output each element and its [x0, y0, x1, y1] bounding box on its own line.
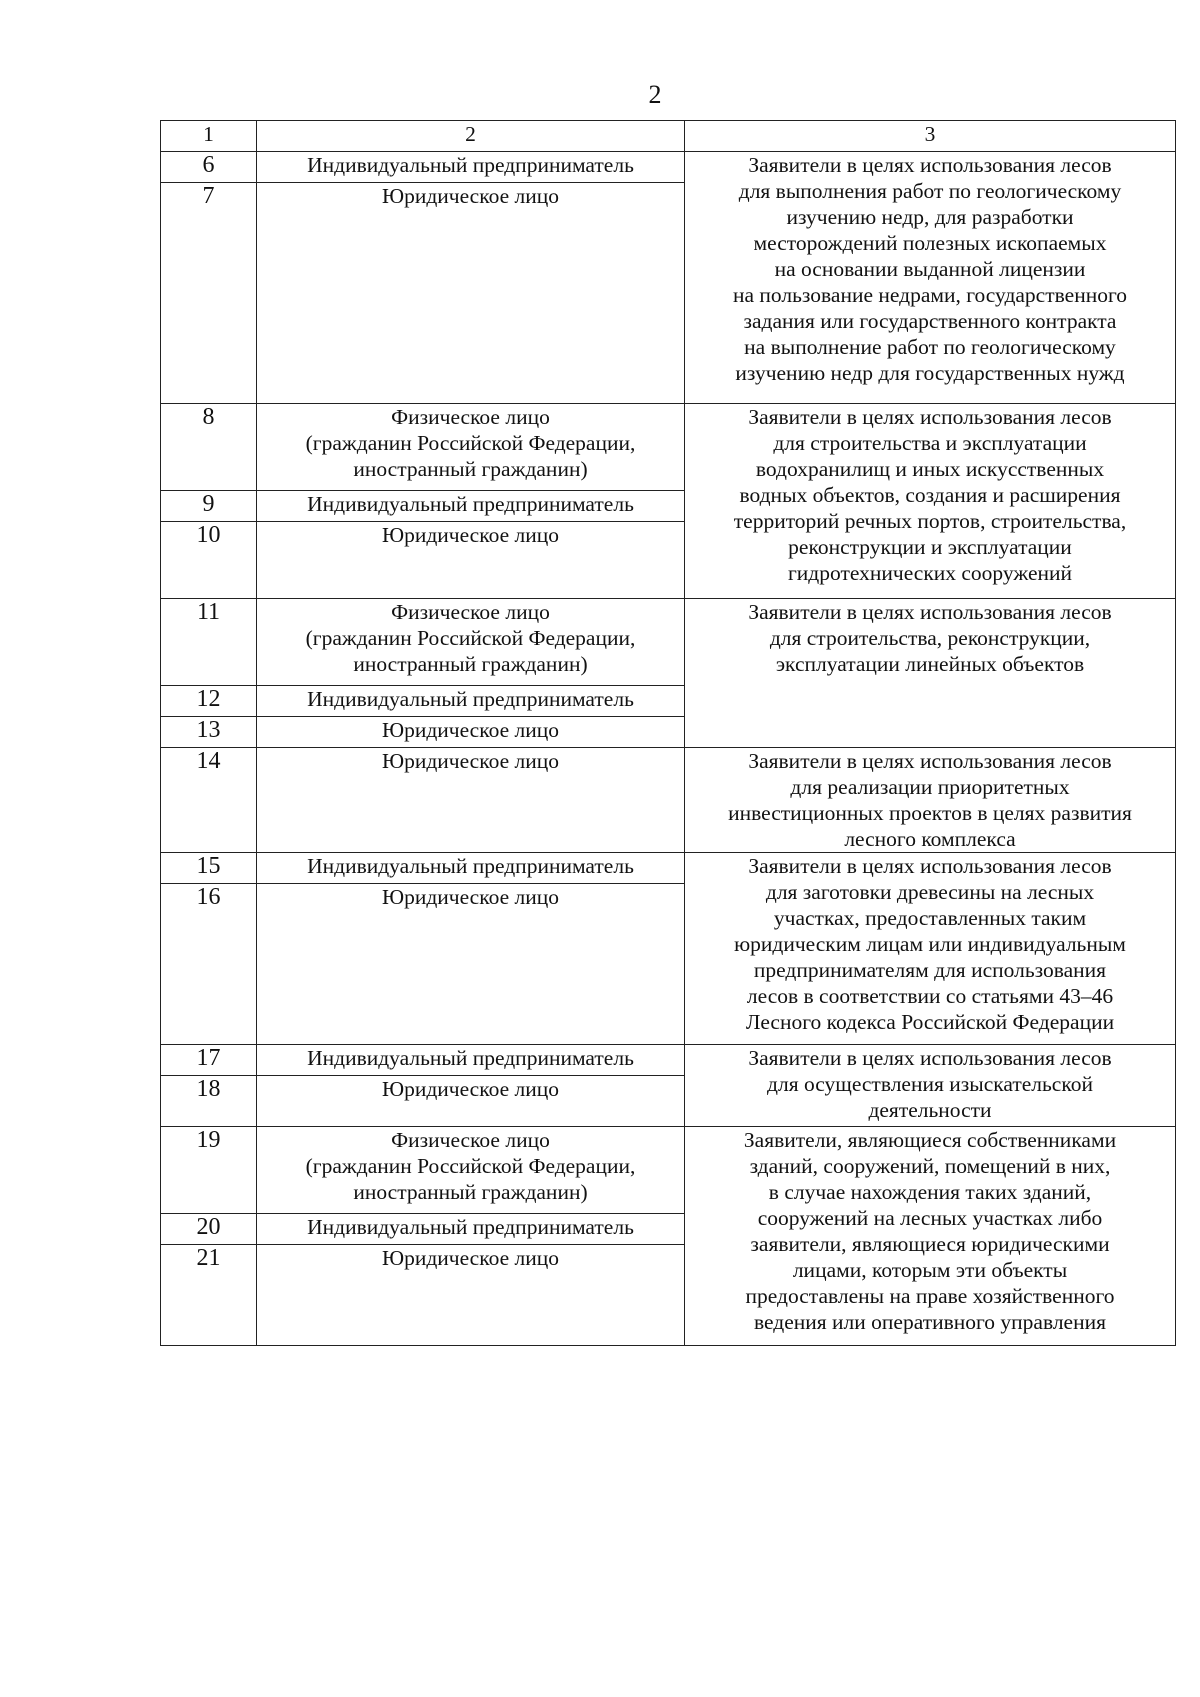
row-number: 8 [161, 404, 257, 491]
row-number: 21 [161, 1245, 257, 1346]
row-number: 15 [161, 853, 257, 884]
purpose-description: Заявители в целях использования лесов для заготовки древесины на лесных участках, предоставленных таким юридическим лицам или индивидуальным предпринимателям для использования лесов в соответствии со статьями 43–46 Лесного кодекса Российской Федерации [685, 853, 1176, 1045]
applicant-type: Физическое лицо (гражданин Российской Федерации, иностранный гражданин) [257, 404, 685, 491]
purpose-description: Заявители в целях использования лесов для строительства, реконструкции, эксплуатации линейных объектов [685, 599, 1176, 748]
row-number: 17 [161, 1045, 257, 1076]
applicant-type: Юридическое лицо [257, 1245, 685, 1346]
table-row [161, 1127, 1176, 1214]
purpose-description: Заявители в целях использования лесов для осуществления изыскательской деятельности [685, 1045, 1176, 1127]
applicant-type: Индивидуальный предприниматель [257, 1214, 685, 1245]
applicant-type: Индивидуальный предприниматель [257, 491, 685, 522]
column-header: 1 [161, 121, 257, 152]
applicant-type: Индивидуальный предприниматель [257, 1045, 685, 1076]
applicant-type: Индивидуальный предприниматель [257, 853, 685, 884]
column-header: 2 [257, 121, 685, 152]
row-number: 9 [161, 491, 257, 522]
table-header-row [161, 121, 1176, 152]
row-number: 14 [161, 748, 257, 853]
table-row [161, 404, 1176, 491]
column-header: 3 [685, 121, 1176, 152]
row-number: 16 [161, 884, 257, 1045]
applicant-type: Индивидуальный предприниматель [257, 686, 685, 717]
table-row [161, 152, 1176, 183]
table-row [161, 1045, 1176, 1076]
row-number: 18 [161, 1076, 257, 1127]
purpose-description: Заявители в целях использования лесов для выполнения работ по геологическому изучению недр, для разработки месторождений полезных ископаемых на основании выданной лицензии на пользование недрами, государственного задания или государственного контракта на выполнение работ по геологическому изучению недр для государственных нужд [685, 152, 1176, 404]
purpose-description: Заявители, являющиеся собственниками зданий, сооружений, помещений в них, в случае нахождения таких зданий, сооружений на лесных участках либо заявители, являющиеся юридическими лицами, которым эти объекты предоставлены на праве хозяйственного ведения или оперативного управления [685, 1127, 1176, 1346]
row-number: 19 [161, 1127, 257, 1214]
table-row [161, 853, 1176, 884]
applicant-type: Физическое лицо (гражданин Российской Федерации, иностранный гражданин) [257, 1127, 685, 1214]
page-number: 2 [648, 80, 662, 109]
table-row [161, 748, 1176, 853]
applicant-type: Физическое лицо (гражданин Российской Федерации, иностранный гражданин) [257, 599, 685, 686]
row-number: 10 [161, 522, 257, 599]
purpose-description: Заявители в целях использования лесов для реализации приоритетных инвестиционных проектов в целях развития лесного комплекса [685, 748, 1176, 853]
row-number: 12 [161, 686, 257, 717]
row-number: 20 [161, 1214, 257, 1245]
row-number: 7 [161, 183, 257, 404]
applicant-type: Юридическое лицо [257, 1076, 685, 1127]
applicant-type: Юридическое лицо [257, 748, 685, 853]
applicant-type: Юридическое лицо [257, 884, 685, 1045]
purpose-description: Заявители в целях использования лесов для строительства и эксплуатации водохранилищ и иных искусственных водных объектов, создания и расширения территорий речных портов, строительства, реконструкции и эксплуатации гидротехнических сооружений [685, 404, 1176, 599]
row-number: 11 [161, 599, 257, 686]
row-number: 13 [161, 717, 257, 748]
applicant-type: Индивидуальный предприниматель [257, 152, 685, 183]
applicant-type: Юридическое лицо [257, 183, 685, 404]
row-number: 6 [161, 152, 257, 183]
applicant-type: Юридическое лицо [257, 522, 685, 599]
applicants-table [160, 120, 1176, 1346]
applicant-type: Юридическое лицо [257, 717, 685, 748]
table-row [161, 599, 1176, 686]
